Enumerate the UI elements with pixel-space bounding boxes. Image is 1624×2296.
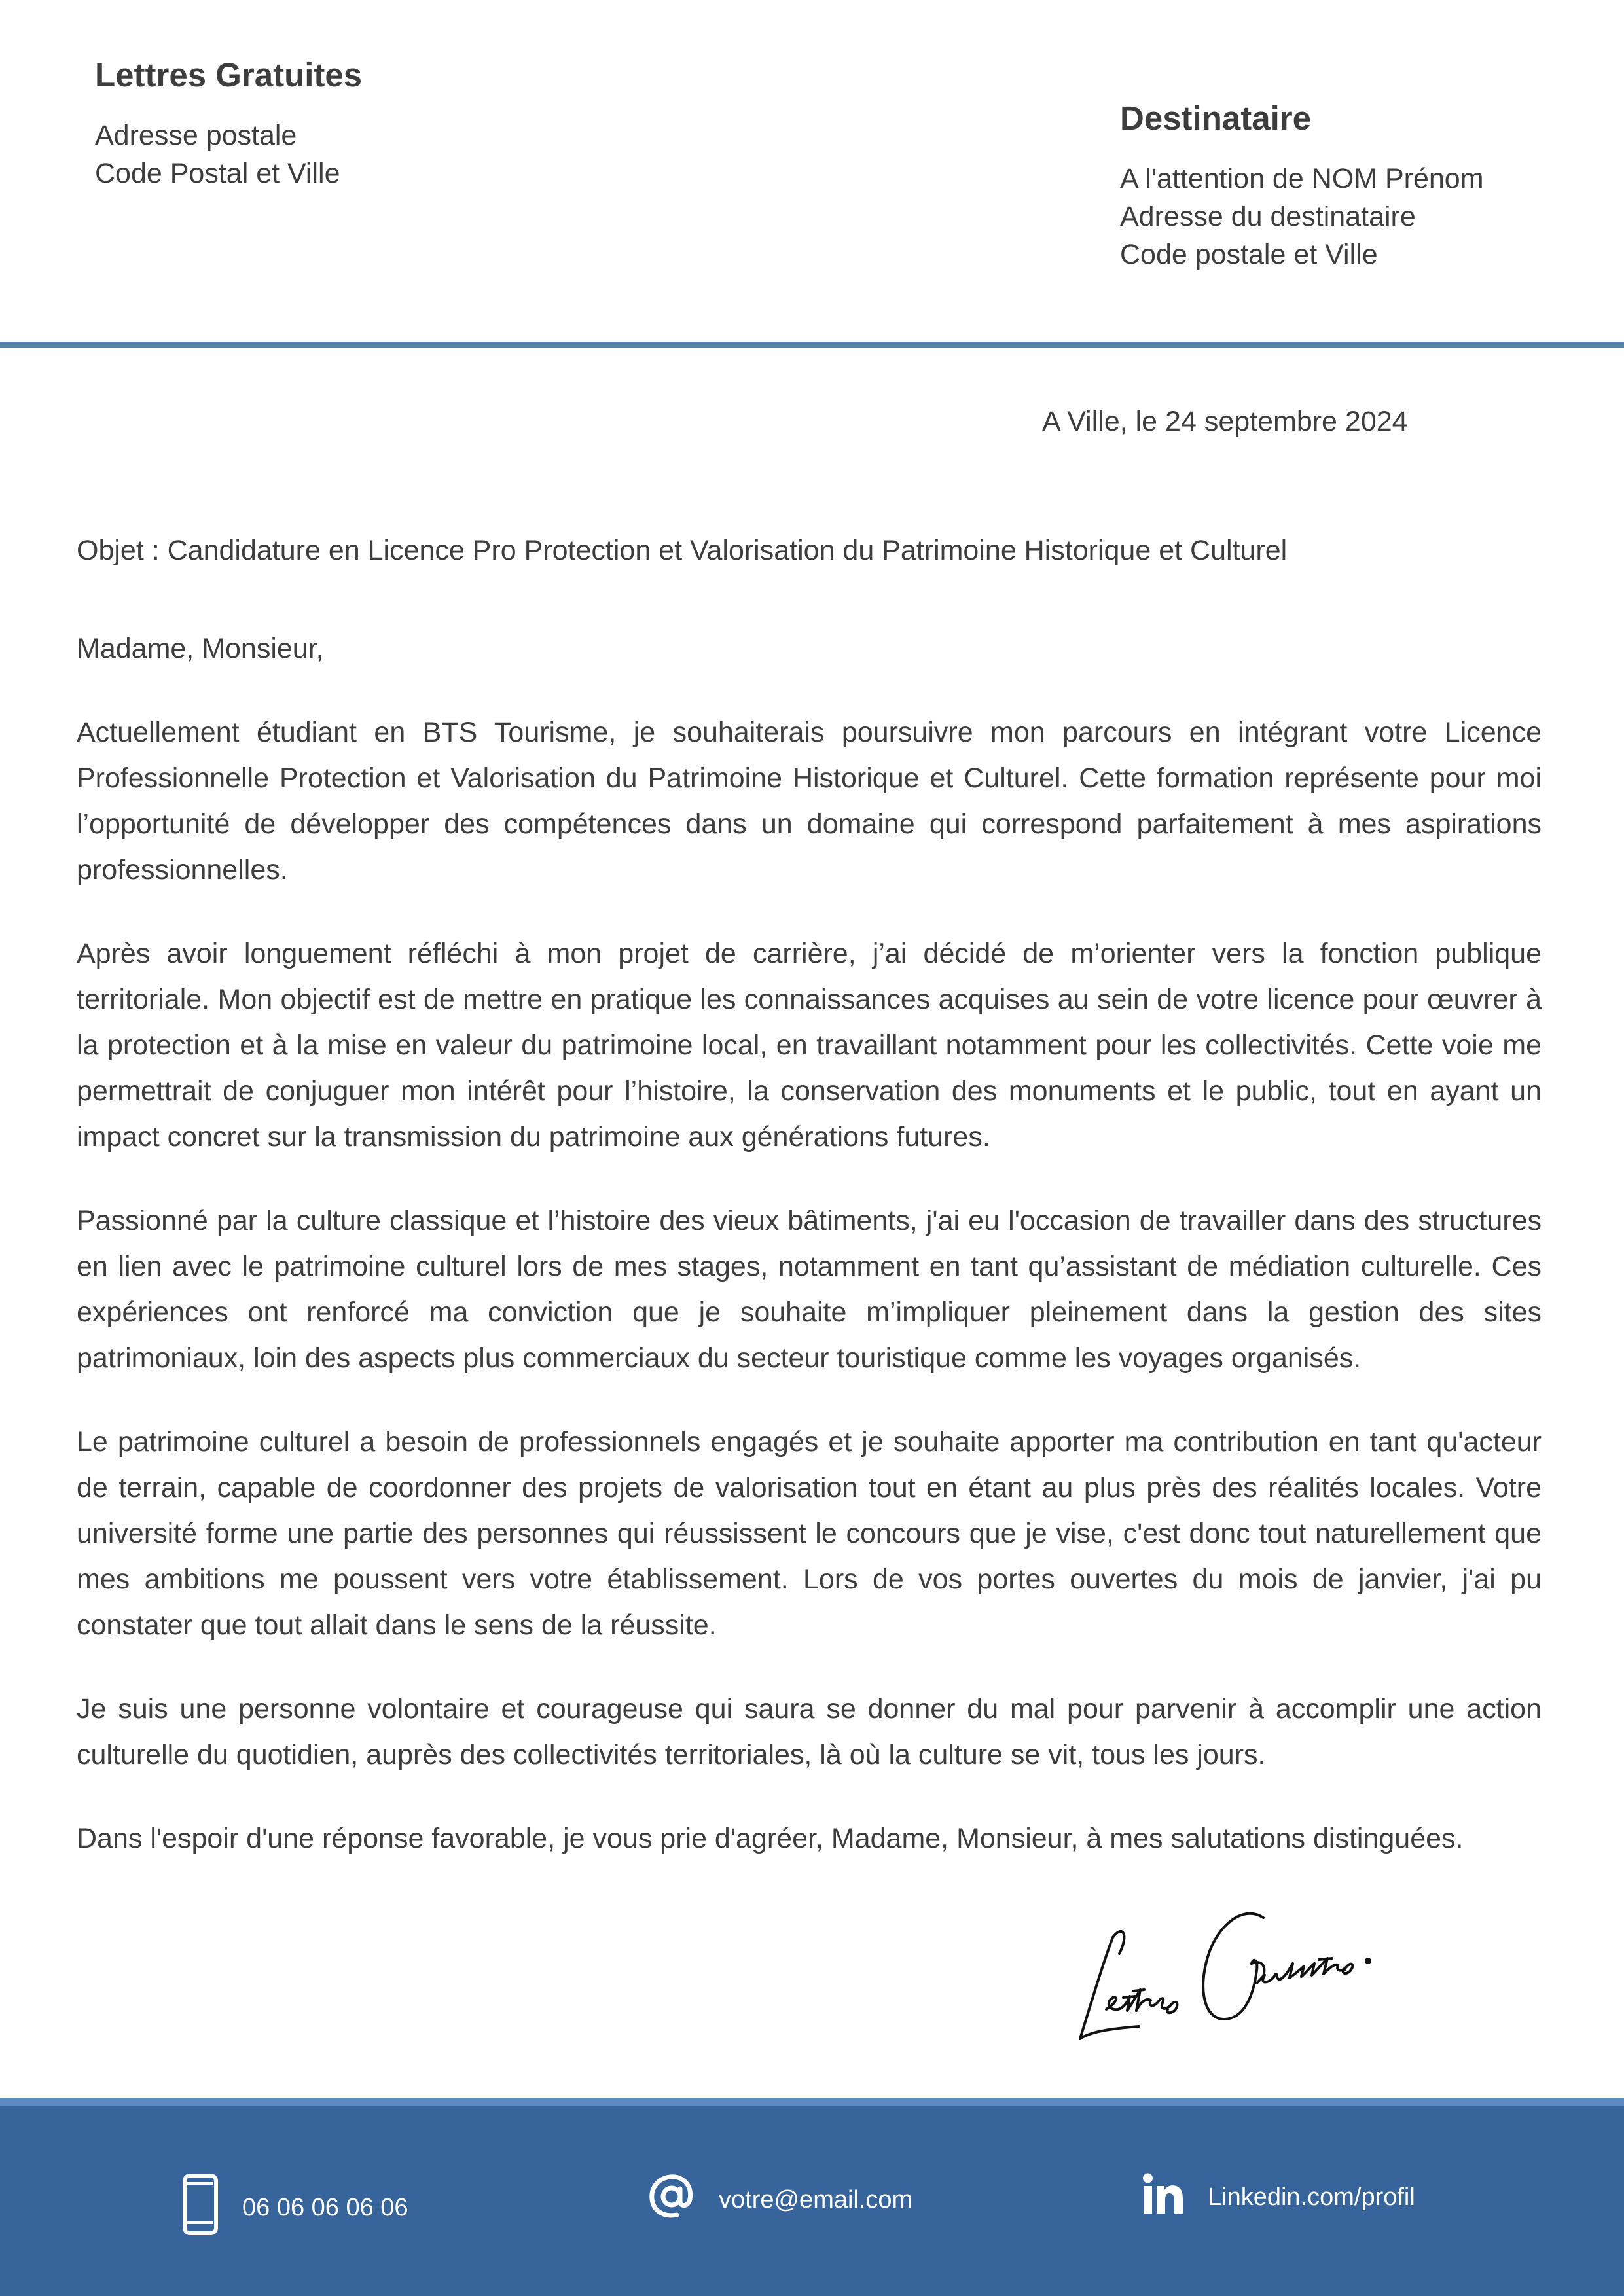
email-address[interactable]: votre@email.com: [719, 2185, 913, 2214]
sender-block: [95, 54, 362, 192]
phone-number[interactable]: 06 06 06 06 06: [242, 2193, 408, 2221]
footer-linkedin: [1142, 2173, 1415, 2221]
recipient-address: Adresse du destinataire: [1120, 201, 1416, 232]
letter-subject: Objet : Candidature en Licence Pro Protection et Valorisation du Patrimoine Historique et Culturel: [77, 535, 1288, 566]
letter-salutation: Madame, Monsieur,: [77, 633, 324, 664]
recipient-attention: A l'attention de NOM Prénom: [1120, 163, 1484, 194]
closing-paragraph: Dans l'espoir d'une réponse favorable, je vous prie d'agréer, Madame, Monsieur, à mes salutations distinguées.: [77, 1823, 1464, 1854]
paragraph: Je suis une personne volontaire et courageuse qui saura se donner du mal pour parvenir à accomplir une action culturelle du quotidien, auprès des collectivités territoriales, là où la culture se vit, tous les jours.: [77, 1693, 1542, 1770]
sender-city: Code Postal et Ville: [95, 158, 340, 189]
footer-phone: [182, 2173, 408, 2242]
signature: [1067, 1898, 1447, 2055]
sender-name: Lettres Gratuites: [95, 56, 363, 94]
linkedin-icon: [1142, 2173, 1184, 2221]
recipient-title: Destinataire: [1120, 99, 1311, 137]
paragraph: Le patrimoine culturel a besoin de professionnels engagés et je souhaite apporter ma contribution en tant qu'acteur de terrain, capable de coordonner des projets de valorisation tout en étant au plus près des réalités locales. Votre université forme une partie des personnes qui réussissent le concours que je vise, c'est donc tout naturellement que mes ambitions me poussent vers votre établissement. Lors de vos portes ouvertes du mois de janvier, j'ai pu constater que tout allait dans le sens de la réussite.: [77, 1426, 1542, 1641]
paragraph: Passionné par la culture classique et l’histoire des vieux bâtiments, j'ai eu l'occasion de travailler dans des structures en lien avec le patrimoine culturel lors de mes stages, notamment en tant qu’assistant de médiation culturelle. Ces expériences ont renforcé ma conviction que je souhaite m’impliquer pleinement dans la gestion des sites patrimoniaux, loin des aspects plus commerciaux du secteur touristique comme les voyages organisés.: [77, 1205, 1542, 1374]
footer-accent-line: [0, 2098, 1624, 2106]
recipient-city: Code postale et Ville: [1120, 239, 1378, 270]
at-sign-icon: [648, 2173, 695, 2227]
smartphone-icon: [182, 2173, 219, 2242]
linkedin-profile[interactable]: Linkedin.com/profil: [1208, 2183, 1415, 2211]
signature-dot: [1365, 1958, 1371, 1964]
header-divider: [0, 342, 1624, 348]
recipient-block: [1120, 97, 1484, 274]
sender-address: Adresse postale: [95, 120, 297, 151]
footer-email: [648, 2173, 912, 2227]
letter-body: [77, 528, 1542, 1861]
paragraph: Après avoir longuement réfléchi à mon projet de carrière, j’ai décidé de m’orienter vers la fonction publique territoriale. Mon objectif est de mettre en pratique les connaissances acquises au sein de votre licence pour œuvrer à la protection et à la mise en valeur du patrimoine local, en travaillant notamment pour les collectivités. Cette voie me permettrait de conjuguer mon intérêt pour l’histoire, la conservation des monuments et le public, tout en ayant un impact concret sur la transmission du patrimoine aux générations futures.: [77, 938, 1542, 1153]
letter-date: A Ville, le 24 septembre 2024: [1042, 406, 1408, 437]
paragraph: Actuellement étudiant en BTS Tourisme, je souhaiterais poursuivre mon parcours en intégrant votre Licence Professionnelle Protection et Valorisation du Patrimoine Historique et Culturel. Cette formation représente pour moi l’opportunité de développer des compétences dans un domaine qui correspond parfaitement à mes aspirations professionnelles.: [77, 717, 1542, 886]
